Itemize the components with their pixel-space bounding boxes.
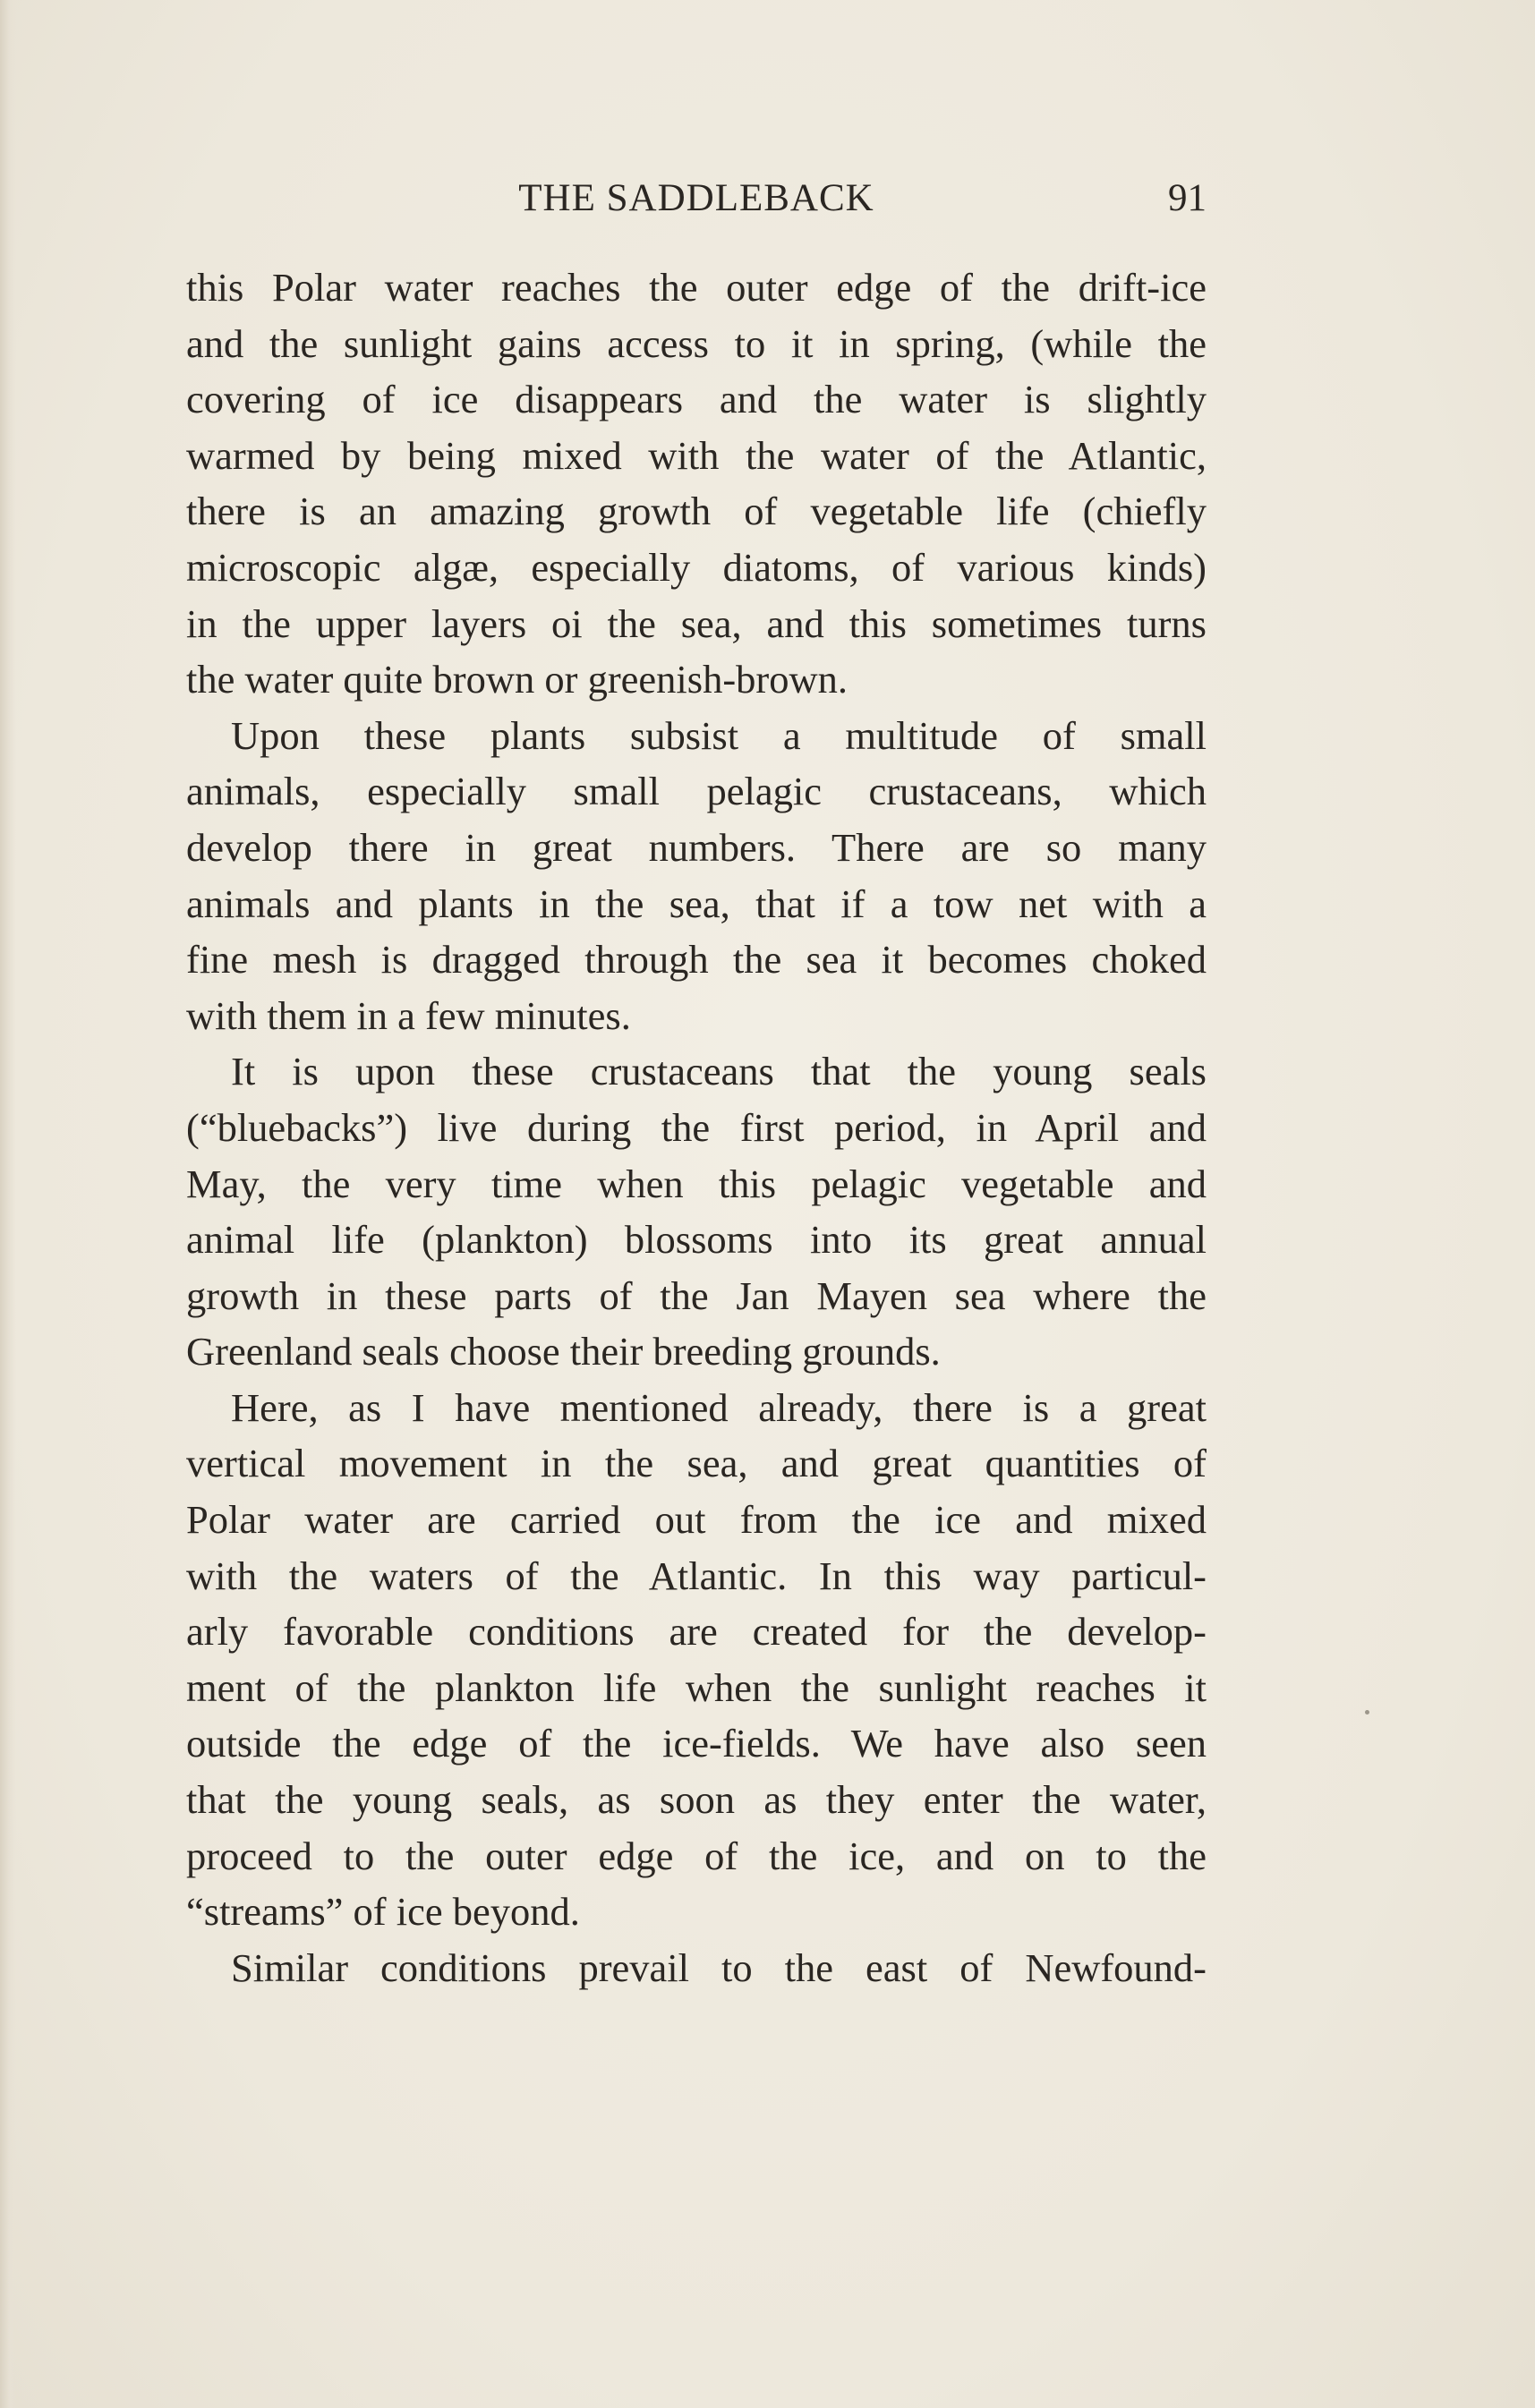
- text-line: Greenland seals choose their breeding grounds.: [186, 1329, 941, 1374]
- text-line: (“bluebacks”) live during the first period, in April and: [186, 1104, 1207, 1150]
- text-line: with the waters of the Atlantic. In this way particul-: [186, 1553, 1207, 1598]
- text-line: fine mesh is dragged through the sea it becomes choked: [186, 937, 1207, 983]
- binding-edge: [0, 0, 16, 2408]
- text-line: develop there in great numbers. There are so many: [186, 824, 1207, 870]
- text-line: in the upper layers oi the sea, and this sometimes turns: [186, 600, 1207, 646]
- text-line: vertical movement in the sea, and great quantities of: [186, 1441, 1207, 1486]
- text-line: this Polar water reaches the outer edge of the drift-ice: [186, 265, 1207, 310]
- paragraph-first-line: Similar conditions prevail to the east of Newfound-: [231, 1944, 1207, 1990]
- text-line: outside the edge of the ice-fields. We have also seen: [186, 1721, 1207, 1766]
- text-line: “streams” of ice beyond.: [186, 1889, 580, 1935]
- paragraph-first-line: Here, as I have mentioned already, there is a great: [231, 1384, 1207, 1430]
- text-line: and the sunlight gains access to it in spring, (while the: [186, 320, 1207, 366]
- paragraph-first-line: Upon these plants subsist a multitude of small: [231, 712, 1207, 758]
- paper-speck: [1365, 1710, 1369, 1715]
- text-line: proceed to the outer edge of the ice, and on to the: [186, 1833, 1207, 1878]
- text-line: animals, especially small pelagic crustaceans, which: [186, 769, 1207, 814]
- text-line: Polar water are carried out from the ice and mixed: [186, 1497, 1207, 1543]
- text-line: there is an amazing growth of vegetable life (chiefly: [186, 489, 1207, 534]
- text-line: with them in a few minutes.: [186, 992, 631, 1038]
- text-line: animal life (plankton) blossoms into its great annual: [186, 1217, 1207, 1263]
- running-title: THE SADDLEBACK: [518, 177, 874, 219]
- text-line: ment of the plankton life when the sunlight reaches it: [186, 1664, 1207, 1710]
- body-text: [186, 260, 1207, 1995]
- text-line: arly favorable conditions are created for the develop-: [186, 1609, 1207, 1655]
- text-line: warmed by being mixed with the water of the Atlantic,: [186, 432, 1207, 478]
- paragraph-first-line: It is upon these crustaceans that the young seals: [231, 1049, 1207, 1094]
- page-number: 91: [1168, 177, 1207, 219]
- running-head: [186, 172, 1207, 225]
- text-line: covering of ice disappears and the water is slightly: [186, 377, 1207, 422]
- text-line: that the young seals, as soon as they enter the water,: [186, 1777, 1207, 1823]
- text-line: growth in these parts of the Jan Mayen sea where the: [186, 1272, 1207, 1318]
- text-line: May, the very time when this pelagic vegetable and: [186, 1161, 1207, 1206]
- text-line: the water quite brown or greenish-brown.: [186, 657, 848, 702]
- text-line: animals and plants in the sea, that if a tow net with a: [186, 881, 1207, 926]
- text-line: microscopic algæ, especially diatoms, of various kinds): [186, 544, 1207, 590]
